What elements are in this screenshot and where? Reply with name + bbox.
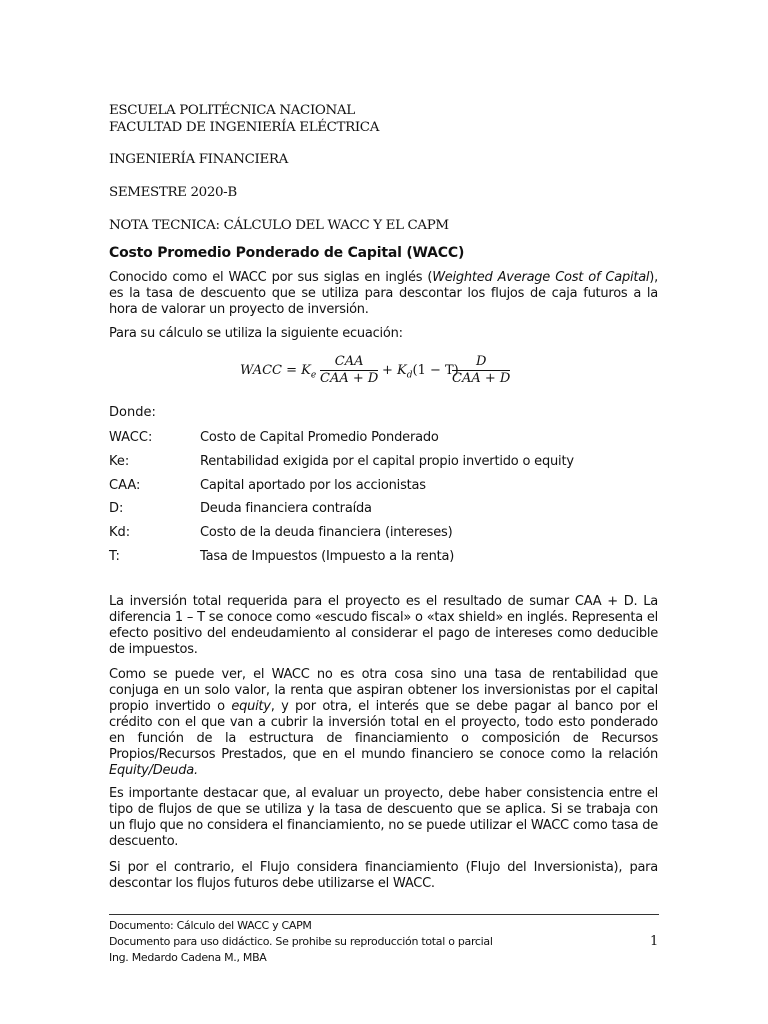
- fraction-d-numerator: D: [452, 354, 510, 371]
- kd-subscript: d: [406, 370, 413, 381]
- semester: SEMESTRE 2020-B: [109, 185, 237, 200]
- p4-text-b: , y por otra, el interés que se debe pagar al banco por el crédito con el que van a cubrir la inversión total en el proyecto, todo esto ponderado en función de la estructura de financiamiento o composición de Recursos Propios/Recursos Prestados, que en el mundo financiero se conoce como la relación: [109, 699, 658, 762]
- ke-subscript: e: [310, 370, 317, 381]
- definition-desc: Capital aportado por los accionistas: [200, 478, 426, 493]
- fraction-d-denominator: CAA + D: [452, 371, 511, 386]
- school-name: ESCUELA POLITÉCNICA NACIONAL: [109, 103, 355, 118]
- definition-desc: Tasa de Impuestos (Impuesto a la renta): [200, 549, 455, 564]
- equation-lhs-text: WACC = K: [240, 363, 311, 378]
- p4-text-a: Como se puede ver, el WACC no es otra cosa sino una tasa de rentabilidad que conjuga en un solo valor, la renta que aspiran obtener los inversionistas por el capital propio invertido o: [109, 667, 658, 714]
- paragraph-investment: La inversión total requerida para el proyecto es el resultado de sumar CAA + D. La diferencia 1 – T se conoce como «escudo fiscal» o «tax shield» en inglés. Representa el efecto positivo del endeudamiento al considerar el pago de intereses como deducible de impuestos.: [109, 594, 658, 657]
- definition-term: CAA:: [109, 478, 141, 493]
- definition-desc: Costo de Capital Promedio Ponderado: [200, 430, 439, 445]
- definition-term: D:: [109, 501, 124, 516]
- footer-document: Documento: Cálculo del WACC y CAPM: [109, 919, 312, 932]
- fraction-caa-numerator: CAA: [320, 354, 378, 371]
- intro-text-a: Conocido como el WACC por sus siglas en inglés (: [109, 270, 433, 285]
- definition-term: WACC:: [109, 430, 153, 445]
- paragraph-consistency: Es importante destacar que, al evaluar un proyecto, debe haber consistencia entre el tipo de flujos de que se utiliza y la tasa de descuento que se aplica. Si se trabaja con un flujo que no considera el financiamiento, no se puede utilizar el WACC como tasa de descuento.: [109, 786, 658, 849]
- fraction-caa: [320, 354, 378, 387]
- intro-italic: Weighted Average Cost of Capital: [432, 270, 650, 285]
- paragraph-investor-flow: Si por el contrario, el Flujo considera financiamiento (Flujo del Inversionista), para descontar los flujos futuros debe utilizarse el WACC.: [109, 860, 658, 891]
- definitions-label: Donde:: [109, 405, 156, 420]
- fraction-caa-denominator: CAA + D: [320, 371, 379, 386]
- definition-term: T:: [109, 549, 120, 564]
- course-name: INGENIERÍA FINANCIERA: [109, 152, 288, 167]
- definition-desc: Deuda financiera contraída: [200, 501, 372, 516]
- footer-author: Ing. Medardo Cadena M., MBA: [109, 951, 267, 964]
- equation-middle: [382, 363, 459, 381]
- wacc-equation: [240, 352, 530, 392]
- paragraph-wacc-explanation: [109, 667, 658, 779]
- section-title: Costo Promedio Ponderado de Capital (WACC): [109, 245, 465, 261]
- p4-italic-equity: equity: [231, 699, 271, 714]
- definition-term: Kd:: [109, 525, 131, 540]
- equation-lhs: [240, 363, 316, 381]
- definition-desc: Costo de la deuda financiera (intereses): [200, 525, 453, 540]
- footer-divider: [109, 914, 659, 915]
- definition-desc: Rentabilidad exigida por el capital propio invertido o equity: [200, 454, 574, 469]
- faculty-name: FACULTAD DE INGENIERÍA ELÉCTRICA: [109, 120, 380, 135]
- tax-term: (1 − T): [412, 363, 459, 378]
- intro-text-b: ), es la tasa de descuento que se utiliza para descontar los flujos de caja futuros a la hora de valorar un proyecto de inversión.: [109, 270, 658, 317]
- p4-italic-relation: Equity/Deuda.: [109, 763, 198, 778]
- page-number: 1: [650, 934, 659, 949]
- equation-intro: Para su cálculo se utiliza la siguiente ecuación:: [109, 326, 403, 341]
- definition-term: Ke:: [109, 454, 130, 469]
- equation-plus-kd: + K: [382, 363, 407, 378]
- intro-paragraph: [109, 270, 658, 318]
- note-title: NOTA TECNICA: CÁLCULO DEL WACC Y EL CAPM: [109, 218, 449, 233]
- fraction-d: [452, 354, 510, 387]
- footer-usage-note: Documento para uso didáctico. Se prohibe su reproducción total o parcial: [109, 935, 493, 948]
